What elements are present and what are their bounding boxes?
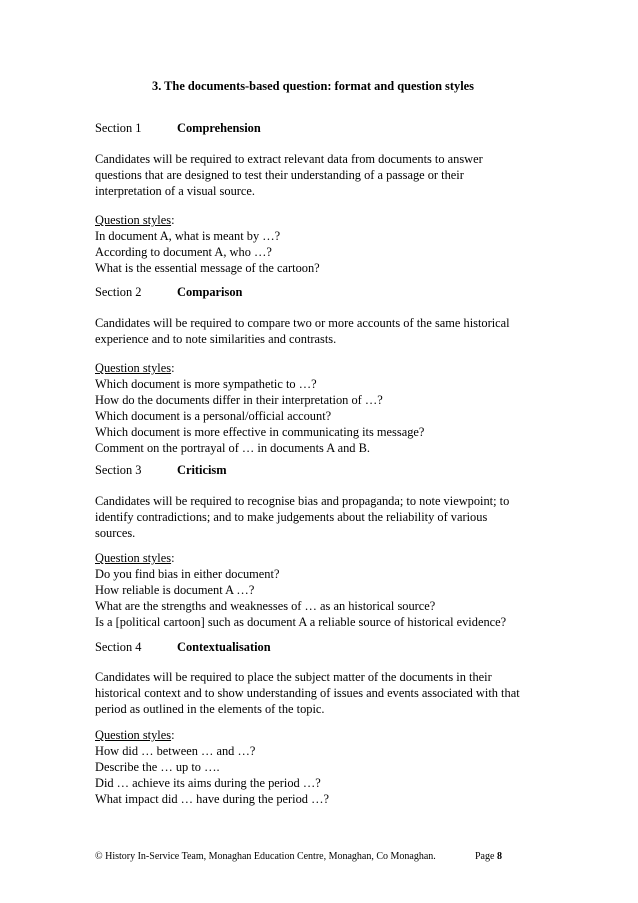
section-name: Comprehension <box>177 121 261 135</box>
description-line: interpretation of a visual source. <box>95 183 255 198</box>
description-line: Candidates will be required to place the subject matter of the documents in their <box>95 670 492 684</box>
question-styles-heading: Question styles: <box>95 728 175 742</box>
section-1-question-styles <box>95 213 545 277</box>
section-2-heading <box>95 285 242 301</box>
question-item: Do you find bias in either document? <box>95 566 280 581</box>
section-4-description <box>95 670 545 718</box>
description-line: Candidates will be required to extract relevant data from documents to answer <box>95 152 483 166</box>
description-line: sources. <box>95 525 136 540</box>
question-item: What are the strengths and weaknesses of … as an historical source? <box>95 598 436 613</box>
description-line: historical context and to show understanding of issues and events associated with that <box>95 685 520 700</box>
question-styles-heading: Question styles: <box>95 551 175 565</box>
description-line: Candidates will be required to recognise bias and propaganda; to note viewpoint; to <box>95 494 510 508</box>
question-item: How do the documents differ in their interpretation of …? <box>95 392 383 407</box>
question-item: Describe the … up to …. <box>95 759 220 774</box>
description-line: identify contradictions; and to make judgements about the reliability of various <box>95 509 488 524</box>
section-label: Section 4 <box>95 640 142 654</box>
description-line: experience and to note similarities and contrasts. <box>95 331 337 346</box>
page-number: Page 8 <box>475 851 502 862</box>
question-styles-heading: Question styles: <box>95 361 175 375</box>
page-title: 3. The documents-based question: format and question styles <box>152 79 474 93</box>
question-item: What is the essential message of the cartoon? <box>95 260 320 275</box>
section-4-heading <box>95 640 271 656</box>
question-item: Comment on the portrayal of … in documents A and B. <box>95 440 370 455</box>
section-name: Comparison <box>177 285 243 299</box>
section-3-description <box>95 494 545 542</box>
description-line: period as outlined in the elements of the topic. <box>95 701 325 716</box>
question-item: Which document is a personal/official account? <box>95 408 332 423</box>
footer-copyright: © History In-Service Team, Monaghan Education Centre, Monaghan, Co Monaghan. <box>95 851 436 862</box>
question-item: Which document is more effective in communicating its message? <box>95 424 425 439</box>
section-label: Section 2 <box>95 285 142 299</box>
question-item: Is a [political cartoon] such as document A a reliable source of historical evidence? <box>95 614 507 629</box>
section-label: Section 1 <box>95 121 142 135</box>
section-3-heading <box>95 463 227 479</box>
section-2-question-styles <box>95 361 545 456</box>
section-3-question-styles <box>95 551 545 631</box>
question-item: How did … between … and …? <box>95 743 256 758</box>
question-styles-heading: Question styles: <box>95 213 175 227</box>
question-item: What impact did … have during the period …? <box>95 791 329 806</box>
description-line: Candidates will be required to compare two or more accounts of the same historical <box>95 316 510 330</box>
section-label: Section 3 <box>95 463 142 477</box>
page-footer <box>95 851 555 863</box>
question-item: How reliable is document A …? <box>95 582 255 597</box>
description-line: questions that are designed to test their understanding of a passage or their <box>95 167 464 182</box>
section-name: Contextualisation <box>177 640 271 654</box>
section-1-description <box>95 152 545 200</box>
section-4-question-styles <box>95 728 545 808</box>
question-item: According to document A, who …? <box>95 244 272 259</box>
question-item: In document A, what is meant by …? <box>95 228 281 243</box>
section-name: Criticism <box>177 463 227 477</box>
question-item: Which document is more sympathetic to …? <box>95 376 317 391</box>
question-item: Did … achieve its aims during the period …? <box>95 775 321 790</box>
section-2-description <box>95 316 545 348</box>
section-1-heading <box>95 121 261 137</box>
